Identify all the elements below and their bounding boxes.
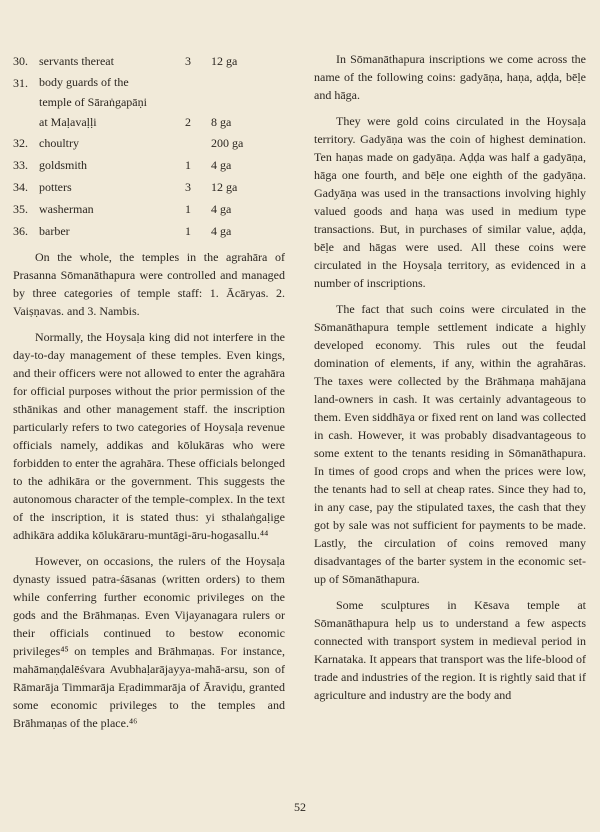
list-item xyxy=(13,220,285,242)
item-number: 31. xyxy=(13,76,28,90)
item-quantity: 1 xyxy=(185,224,191,238)
item-value: 4 ga xyxy=(211,158,232,172)
item-number: 35. xyxy=(13,202,28,216)
list-item xyxy=(13,154,285,176)
list-item xyxy=(13,176,285,198)
item-name: potters xyxy=(39,180,72,194)
item-quantity: 1 xyxy=(185,202,191,216)
item-quantity: 3 xyxy=(185,54,191,68)
item-number: 34. xyxy=(13,180,28,194)
page-number: 52 xyxy=(294,800,306,814)
item-number: 36. xyxy=(13,224,28,238)
list-item xyxy=(13,132,285,154)
paragraph: Normally, the Hoysaḷa king did not interfere in the day-to-day management of these temples. Even kings, and their officers were not allowed to enter the agrahāra for official purposes without the prior permission of the sthānikas and other management staff. the inscription particularly refers to two categories of Hoysaḷa revenue officials namely, addikas and kōlukāras who were forbidden to enter the agrahāra. These officials belonged to the adhikāra or the government. This suggests the autonomous character of the temple-complex. In the text of the inscription, it is stated thus: yi sthalaṅgaḷige adhikāra addika kōlukāraru-muntāgi-āru-hogasallu.⁴⁴ xyxy=(13,330,285,542)
item-quantity xyxy=(185,132,211,154)
item-name: goldsmith xyxy=(39,158,88,172)
item-name-line: body guards of the xyxy=(39,75,129,89)
item-name: servants thereat xyxy=(39,54,114,68)
item-quantity: 2 xyxy=(185,115,191,129)
list-item xyxy=(13,50,285,72)
item-value: 12 ga xyxy=(211,180,238,194)
paragraph: The fact that such coins were circulated in the Sōmanāthapura temple settlement indicate a highly developed economy. This rules out the feudal domination of elements, if any, within the agrahāras. The taxes were collected by the Brāhmaṇa mahājana land-owners in cash. It was certainly advantageous to them. Even siddhāya or fixed rent on land was collected in cash. However, it was probably disadvantageous to some extent to the tenants residing in Sōmanāthapura. In times of good crops and when the prices were low, the tenants had to sell at cheap rates. Since they had to, in any case, pay the stipulated taxes, the cash that they got by sale was not sufficient for payments to be made. Lastly, the circulation of coins removed many disadvantages of the barter system in the economic set-up of Sōmanāthapura. xyxy=(314,302,586,586)
right-column xyxy=(314,50,586,712)
paragraph: However, on occasions, the rulers of the Hoysaḷa dynasty issued patra-śāsanas (written orders) to them while conferring further economic privileges on the gods and the Brāhmaṇas. Even Vijayanagara rulers or their officials continued to bestow economic privileges⁴⁵ on temples and Brāhmaṇas. For instance, mahāmaṇḍalēśvara Avubhaḷarājayya-mahā-arsu, son of Rāmarāja Timmarāja Eṛadimmarāja of Āraviḍu, granted some economic privileges to the temples and Brāhmaṇas of the place.⁴⁶ xyxy=(13,554,285,730)
list-item xyxy=(13,198,285,220)
item-name-line: at Maḷavaḷḷi xyxy=(39,115,97,129)
item-value: 12 ga xyxy=(211,54,238,68)
item-name xyxy=(39,72,185,132)
item-quantity: 1 xyxy=(185,158,191,172)
item-value: 200 ga xyxy=(211,136,244,150)
item-number: 32. xyxy=(13,136,28,150)
paragraph: In Sōmanāthapura inscriptions we come across the name of the following coins: gadyāṇa, haṇa, aḍḍa, bēḷe and hāga. xyxy=(314,52,586,102)
item-value: 8 ga xyxy=(211,115,232,129)
item-name: washerman xyxy=(39,202,94,216)
item-quantity: 3 xyxy=(185,180,191,194)
item-value: 4 ga xyxy=(211,202,232,216)
item-number: 30. xyxy=(13,54,28,68)
left-column xyxy=(13,50,285,740)
paragraph: On the whole, the temples in the agrahāra of Prasanna Sōmanāthapura were controlled and managed by three categories of temple staff: 1. Ācāryas. 2. Vaiṣṇavas. and 3. Nambis. xyxy=(13,250,285,318)
item-name: choultry xyxy=(39,136,79,150)
item-number: 33. xyxy=(13,158,28,172)
paragraph: They were gold coins circulated in the Hoysaḷa territory. Gadyāṇa was the coin of highest demination. Ten haṇas made on gadyāṇa. Aḍḍa was half a gadyāṇa, hāga one fourth, and bēḷe one eighth of the gadyāṇa. Gadyāṇa was used in the transactions involving highly valued goods and haṇa was used in medium type transactions. But, in purchases of similar value, aḍḍa, bēḷe and hāgas were used. All these coins were circulated in the Hoysaḷa territory, as evidenced in a number of inscriptions. xyxy=(314,114,586,290)
item-value: 4 ga xyxy=(211,224,232,238)
list-item xyxy=(13,72,285,132)
staff-list xyxy=(13,50,285,242)
item-name: barber xyxy=(39,224,70,238)
item-name-line: temple of Sāraṅgapāṇi xyxy=(39,95,147,109)
paragraph: Some sculptures in Kēsava temple at Sōmanāthapura help us to understand a few aspects connected with transport system in medieval period in Karnataka. It appears that transport was the life-blood of trade and industries of the region. It is rightly said that if agriculture and industry are the body and xyxy=(314,598,586,702)
